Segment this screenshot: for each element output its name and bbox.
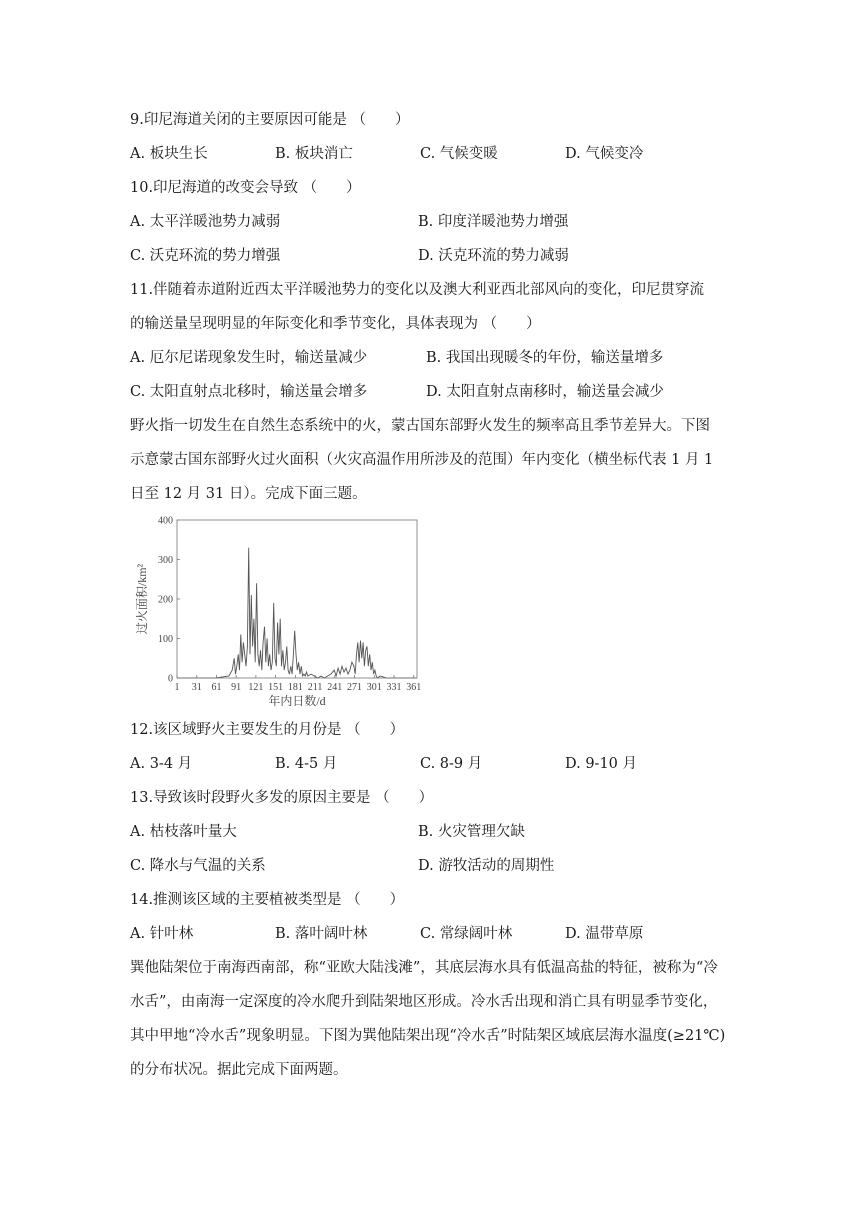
chart-series-line	[177, 548, 417, 678]
q14-option-c: C. 常绿阔叶林	[420, 926, 513, 942]
x-tick-label: 361	[406, 682, 422, 693]
q14-option-d: D. 温带草原	[565, 926, 644, 942]
question-11-stem-line1: 11.伴随着赤道附近西太平洋暖池势力的变化以及澳大利亚西北部风向的变化，印尼贯穿流	[130, 282, 705, 298]
x-tick-label: 271	[347, 682, 363, 693]
q9-option-a: A. 板块生长	[130, 146, 208, 162]
passage-1-line3: 日至 12 月 31 日）。完成下面三题。	[130, 486, 367, 502]
y-tick-label: 100	[158, 634, 173, 645]
q11-option-c: C. 太阳直射点北移时，输送量会增多	[130, 384, 368, 400]
question-11-stem-line2: 的输送量呈现明显的年际变化和季节变化，具体表现为 （ ）	[130, 316, 541, 332]
q11-option-d: D. 太阳直射点南移时，输送量会减少	[426, 384, 664, 400]
passage-2-line3: 其中甲地“冷水舌”现象明显。下图为巽他陆架出现“冷水舌”时陆架区域底层海水温度(≥21℃)	[130, 1028, 726, 1044]
q11-option-a: A. 厄尔尼诺现象发生时，输送量减少	[130, 350, 368, 366]
x-tick-label: 241	[327, 682, 343, 693]
x-tick-label: 181	[287, 682, 303, 693]
x-tick-label: 151	[268, 682, 284, 693]
passage-2-line1: 巽他陆架位于南海西南部，称“亚欧大陆浅滩”，其底层海水具有低温高盐的特征，被称为“冷	[130, 960, 718, 976]
x-tick-label: 31	[191, 682, 202, 693]
y-tick-label: 400	[158, 515, 173, 527]
q12-option-d: D. 9-10 月	[565, 756, 638, 772]
question-9-stem: 9.印尼海道关闭的主要原因可能是 （ ）	[130, 112, 410, 128]
q14-option-b: B. 落叶阔叶林	[275, 926, 368, 942]
question-12-stem: 12.该区域野火主要发生的月份是 （ ）	[130, 722, 405, 738]
burned-area-line-chart	[130, 508, 430, 708]
x-tick-label: 121	[248, 682, 264, 693]
passage-1-line1: 野火指一切发生在自然生态系统中的火，蒙古国东部野火发生的频率高且季节差异大。下图	[130, 418, 710, 434]
x-tick-label: 1	[174, 682, 180, 693]
q12-option-b: B. 4-5 月	[275, 756, 338, 772]
x-tick-label: 211	[307, 682, 323, 693]
q12-option-c: C. 8-9 月	[420, 756, 483, 772]
chart-x-axis-label: 年内日数/d	[268, 694, 326, 708]
q11-option-b: B. 我国出现暖冬的年份，输送量增多	[426, 350, 664, 366]
passage-2-line4: 的分布状况。据此完成下面两题。	[130, 1062, 348, 1078]
q9-option-c: C. 气候变暖	[420, 146, 498, 162]
y-tick-label: 0	[168, 673, 173, 685]
q13-option-b: B. 火灾管理欠缺	[418, 824, 525, 840]
chart-y-axis-label: 过火面积/km²	[135, 563, 149, 635]
q9-option-d: D. 气候变冷	[565, 146, 644, 162]
q9-option-b: B. 板块消亡	[275, 146, 353, 162]
x-tick-label: 61	[211, 682, 222, 693]
question-14-stem: 14.推测该区域的主要植被类型是 （ ）	[130, 892, 405, 908]
x-tick-label: 331	[386, 682, 402, 693]
q10-option-c: C. 沃克环流的势力增强	[130, 248, 281, 264]
question-13-stem: 13.导致该时段野火多发的原因主要是 （ ）	[130, 790, 434, 806]
q10-option-b: B. 印度洋暖池势力增强	[418, 214, 569, 230]
q13-option-a: A. 枯枝落叶量大	[130, 824, 237, 840]
passage-1-line2: 示意蒙古国东部野火过火面积（火灾高温作用所涉及的范围）年内变化（横坐标代表 1 月 1	[130, 452, 714, 468]
y-tick-label: 300	[158, 555, 173, 566]
x-tick-label: 301	[366, 682, 382, 693]
q12-option-a: A. 3-4 月	[130, 756, 193, 772]
q10-option-a: A. 太平洋暖池势力减弱	[130, 214, 281, 230]
passage-2-line2: 水舌”，由南海一定深度的冷水爬升到陆架地区形成。冷水舌出现和消亡具有明显季节变化，	[130, 994, 718, 1010]
q13-option-c: C. 降水与气温的关系	[130, 858, 266, 874]
q10-option-d: D. 沃克环流的势力减弱	[418, 248, 569, 264]
x-tick-label: 91	[231, 682, 242, 693]
q13-option-d: D. 游牧活动的周期性	[418, 858, 555, 874]
y-tick-label: 200	[158, 594, 173, 606]
question-10-stem: 10.印尼海道的改变会导致 （ ）	[130, 180, 361, 196]
q14-option-a: A. 针叶林	[130, 926, 194, 942]
